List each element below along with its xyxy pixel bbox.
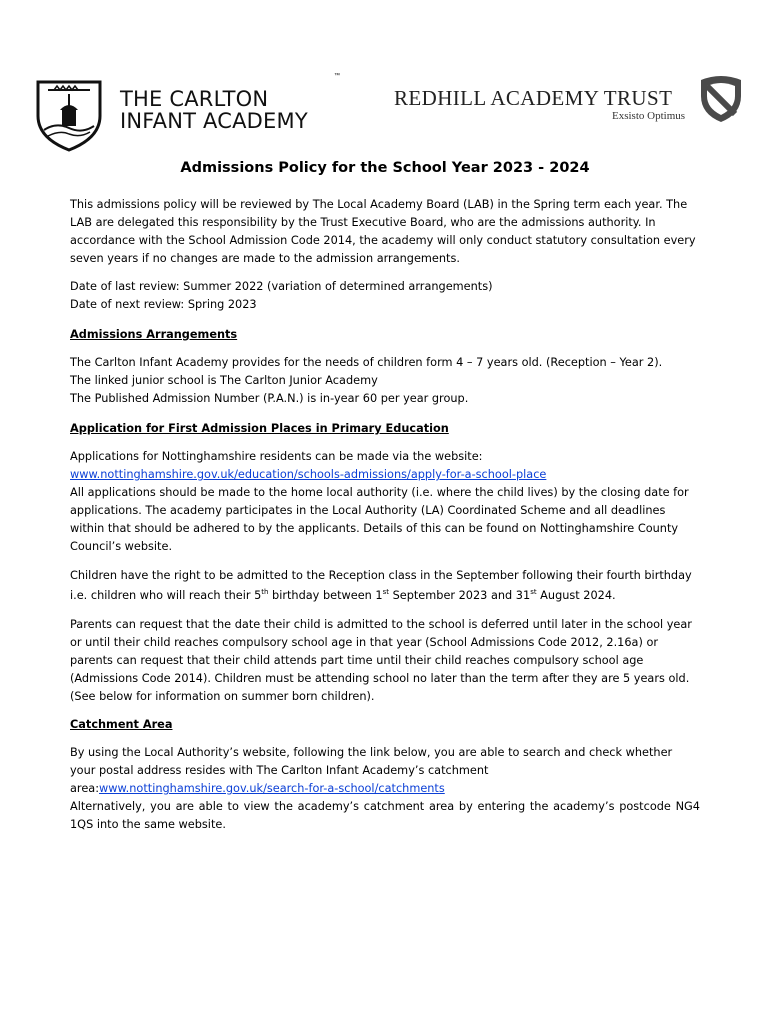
age-range-text: The Carlton Infant Academy provides for the needs of children form 4 – 7 years old. (Reception – Year 2). <box>70 356 663 369</box>
rights-sup-3: st <box>530 588 537 597</box>
application-intro: Applications for Nottinghamshire residents can be made via the website: <box>70 450 483 463</box>
section-heading-application: Application for First Admission Places in Primary Education <box>70 422 449 435</box>
section-heading-admissions: Admissions Arrangements <box>70 328 238 341</box>
pan-text: The Published Admission Number (P.A.N.) is in-year 60 per year group. <box>70 392 469 405</box>
linked-school-text: The linked junior school is The Carlton Junior Academy <box>70 374 378 387</box>
intro-paragraph: This admissions policy will be reviewed by The Local Academy Board (LAB) in the Spring term each year. The LAB are delegated this responsibility by the Trust Executive Board, who are the admissions authority. In accordance with the School Admission Code 2014, the academy will only conduct statutory consultation every seven years if no changes are made to the admission arrangements. <box>70 198 696 265</box>
next-review-date: Date of next review: Spring 2023 <box>70 298 257 311</box>
trust-motto: Exsisto Optimus <box>612 110 686 122</box>
rights-sup-2: st <box>382 588 389 597</box>
rights-sup-1: th <box>261 588 269 597</box>
application-paragraph <box>70 448 700 556</box>
catchment-link[interactable]: www.nottinghamshire.gov.uk/search-for-a-school/catchments <box>99 782 445 795</box>
school-name <box>120 88 308 132</box>
catchment-body-a: By using the Local Authority’s website, following the link below, you are able to search and check whether your postal address resides with The Carlton Infant Academy’s catchment area: <box>70 746 673 795</box>
apply-link[interactable]: www.nottinghamshire.gov.uk/education/schools-admissions/apply-for-a-school-place <box>70 468 547 481</box>
catchment-paragraph <box>70 744 700 834</box>
page-title: Admissions Policy for the School Year 2023 - 2024 <box>180 160 590 176</box>
school-name-line1: THE CARLTON <box>120 87 269 111</box>
document-body <box>70 196 700 844</box>
deferral-paragraph: Parents can request that the date their child is admitted to the school is deferred until later in the school year or until their child reaches compulsory school age in that year (School Admissions Code 2012, 2.16a) or parents can request that their child attends part time until their child reaches compulsory school age (Admissions Code 2014). Children must be attending school no later than the term after they are 5 years old. (See below for information on summer born children). <box>70 618 692 703</box>
rights-text-a: Children have the right to be admitted to the Reception class in the September following their fourth birthday i.e. children who will reach their 5 <box>70 569 692 602</box>
trust-logo <box>394 86 754 136</box>
rights-text-b: birthday between 1 <box>268 589 383 602</box>
section-heading-catchment: Catchment Area <box>70 718 173 731</box>
trademark-mark: ™ <box>334 73 340 79</box>
catchment-body-b: Alternatively, you are able to view the academy’s catchment area by entering the academy’s postcode NG4 1QS into the same website. <box>70 800 700 831</box>
school-logo <box>34 72 346 152</box>
reception-rights-paragraph <box>70 566 700 606</box>
school-name-line2: INFANT ACADEMY <box>120 109 308 133</box>
admissions-arrangements <box>70 354 700 408</box>
last-review-date: Date of last review: Summer 2022 (variation of determined arrangements) <box>70 280 493 293</box>
rights-text-c: September 2023 and 31 <box>389 589 531 602</box>
trust-shield-icon <box>698 74 744 124</box>
application-body: All applications should be made to the home local authority (i.e. where the child lives) by the closing date for applications. The academy participates in the Local Authority (LA) Coordinated Scheme and all deadlines within that should be adhered to by the applicants. Details of this can be found on Nottinghamshire County Council’s website. <box>70 486 689 553</box>
review-dates <box>70 278 700 314</box>
school-crest-icon <box>34 76 104 152</box>
trust-name: REDHILL ACADEMY TRUST <box>394 86 673 110</box>
rights-text-d: August 2024. <box>536 589 616 602</box>
